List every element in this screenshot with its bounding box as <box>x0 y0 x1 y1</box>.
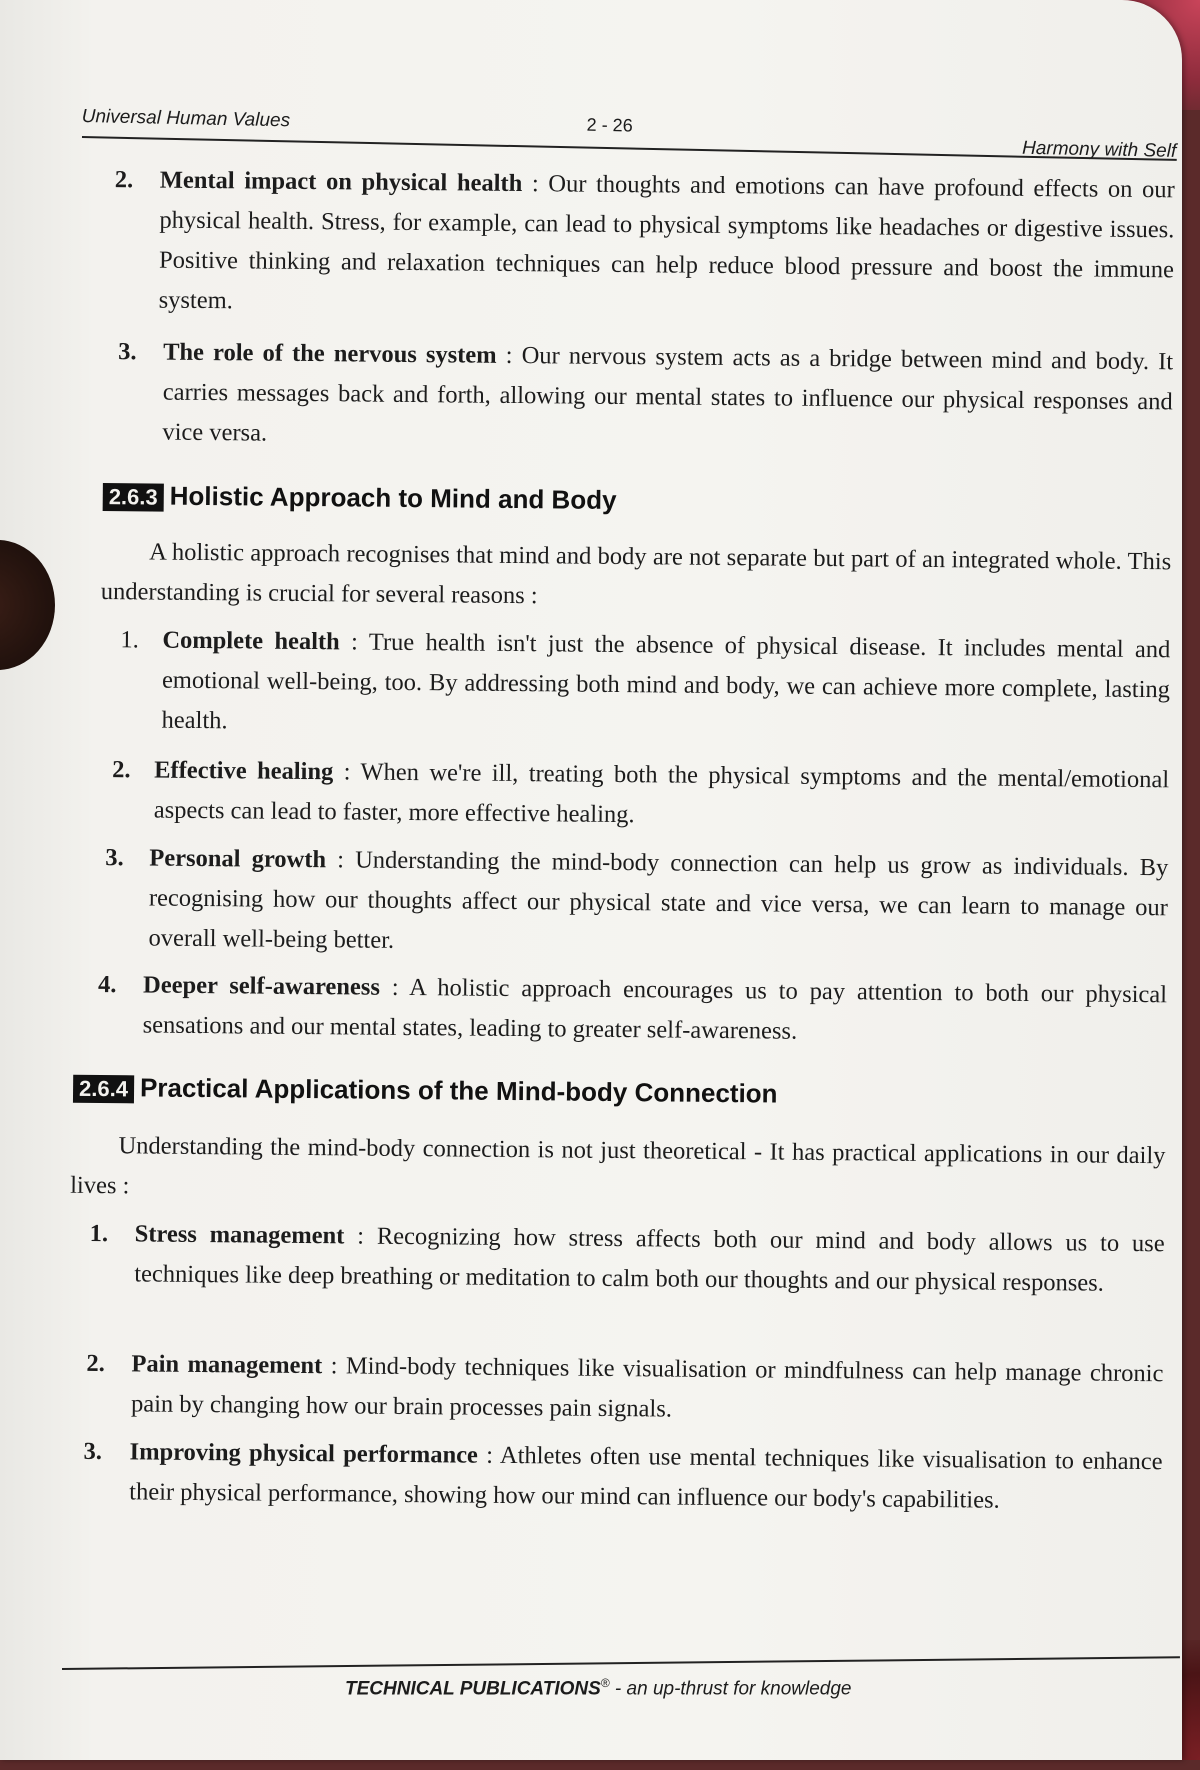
footer <box>345 1676 852 1700</box>
item-number: 3. <box>105 844 124 872</box>
item-number: 3. <box>118 338 137 366</box>
item-title: Complete health <box>162 626 340 656</box>
section-heading <box>103 480 617 516</box>
list-item <box>86 1344 1164 1434</box>
item-title: The role of the nervous system <box>163 338 497 369</box>
item-text: : Recognizing how stress affects both our mind and body allows us to use techniques like deep breathing or meditation to calm both our thoughts and our physical responses. <box>134 1222 1165 1297</box>
registered-mark: ® <box>600 1676 610 1690</box>
header-book-title: Universal Human Values <box>81 105 291 132</box>
item-title: Deeper self-awareness <box>142 971 381 1001</box>
list-item <box>104 838 1168 968</box>
item-text: : Understanding the mind-body connection can help us grow as individuals. By recognising how our thoughts affect our physical state and vice versa, we can learn to manage our overall well-being better. <box>148 846 1169 954</box>
section-intro: Understanding the mind-body connection is not just theoretical - It has practical applications in our daily lives : <box>70 1132 1166 1200</box>
item-text: : True health isn't just the absence of physical disease. It includes mental and emotional well-being, too. By addressing both mind and body, we can achieve more complete, lasting health. <box>161 628 1171 735</box>
item-text: : A holistic approach encourages us to pay attention to both our physical sensations and our mental states, leading to greater self-awareness. <box>142 973 1168 1045</box>
publisher-name: TECHNICAL PUBLICATIONS <box>345 1678 601 1700</box>
section-title: Holistic Approach to Mind and Body <box>169 480 617 515</box>
list-item <box>98 965 1168 1055</box>
section-intro: A holistic approach recognises that mind and body are not separate but part of an integrated whole. This understanding is crucial for several reasons : <box>100 538 1172 610</box>
item-title: Personal growth <box>149 844 327 874</box>
section-title: Practical Applications of the Mind-body Connection <box>139 1072 778 1109</box>
item-text: : Our nervous system acts as a bridge between mind and body. It carries messages back and forth, allowing our mental states to influence our physical responses and vice versa. <box>162 341 1174 447</box>
list-item <box>89 1214 1165 1304</box>
item-text: : Mind-body techniques like visualisation or mindfulness can help manage chronic pain by changing how our brain processes pain signals. <box>130 1352 1164 1423</box>
item-number: 1. <box>120 626 139 654</box>
section-heading <box>73 1072 778 1110</box>
item-text: : When we're ill, treating both the physical symptoms and the mental/emotional aspects can lead to faster, more effective healing. <box>153 758 1170 829</box>
item-number: 4. <box>97 971 117 999</box>
item-title: Improving physical performance <box>129 1438 479 1469</box>
item-number: 2. <box>86 1349 105 1378</box>
list-item <box>112 750 1170 840</box>
list-item <box>83 1432 1163 1522</box>
item-number: 2. <box>112 756 131 784</box>
item-number: 3. <box>83 1437 103 1466</box>
list-item <box>117 332 1173 462</box>
section-number-badge: 2.6.3 <box>103 483 164 512</box>
item-number: 2. <box>114 166 134 194</box>
section-number-badge: 2.6.4 <box>73 1075 134 1104</box>
list-item <box>119 620 1170 750</box>
item-title: Effective healing <box>154 756 334 786</box>
item-title: Mental impact on physical health <box>159 166 523 198</box>
item-number: 1. <box>89 1219 109 1248</box>
item-title: Stress management <box>134 1220 345 1250</box>
item-title: Pain management <box>131 1350 323 1380</box>
publisher-tagline: - an up-thrust for knowledge <box>609 1678 852 1700</box>
page-number: 2 - 26 <box>586 114 633 136</box>
list-item <box>113 160 1174 330</box>
item-text: : Athletes often use mental techniques like visualisation to enhance their physical performance, showing how our mind can influence our body's capabilities. <box>129 1441 1163 1514</box>
item-text: : Our thoughts and emotions can have profound effects on our physical health. Stress, for example, can lead to physical symptoms like headaches or digestive issues. Positive thinking and relaxation techniques can help reduce blood pressure and boost the immune system. <box>158 170 1175 315</box>
header-chapter-title: Harmony with Self <box>1021 137 1177 162</box>
